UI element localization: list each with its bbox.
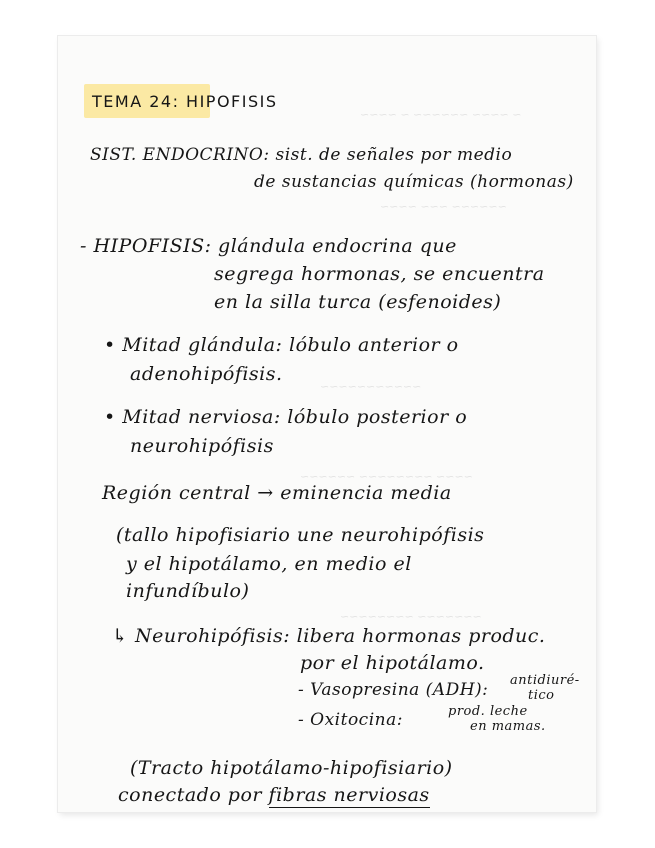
region-central-line-2: (tallo hipofisiario une neurohipófisis (116, 524, 485, 546)
tracto-line-2 (118, 784, 430, 806)
page-title: TEMA 24: HIPOFISIS (92, 92, 278, 111)
region-central-line-3: y el hipotálamo, en medio el (126, 553, 412, 575)
bleed-through-text: ~~~~~~~~~~~ (320, 380, 422, 393)
vasopresina-note-1: antidiuré- (510, 673, 580, 688)
hipofisis-line-3: en la silla turca (esfenoides) (214, 291, 502, 313)
mitad-glandula-line-1: • Mitad glándula: lóbulo anterior o (104, 334, 459, 356)
region-central-line-1: Región central → eminencia media (102, 482, 452, 504)
hipofisis-line-2: segrega hormonas, se encuentra (214, 263, 545, 285)
bleed-through-text: ~~~~~~ ~~~ ~~~~ (380, 200, 507, 213)
mitad-nerviosa-line-2: neurohipófisis (130, 435, 274, 457)
bleed-through-text: ~ ~~~~ ~~~~~~ ~ ~~~~ (360, 108, 522, 121)
vasopresina-note-2: tico (528, 688, 555, 703)
fibras-nerviosas-underlined: fibras nerviosas (268, 784, 430, 806)
mitad-glandula-line-2: adenohipófisis. (130, 363, 283, 385)
vasopresina-label: - Vasopresina (ADH): (298, 680, 489, 700)
oxitocina-label: - Oxitocina: (298, 710, 403, 730)
tracto-line-1: (Tracto hipotálamo-hipofisiario) (130, 757, 453, 779)
neurohipofisis-line-2: por el hipotálamo. (300, 652, 485, 674)
region-central-line-4: infundíbulo) (126, 580, 250, 602)
mitad-nerviosa-line-1: • Mitad nerviosa: lóbulo posterior o (104, 406, 468, 428)
hipofisis-line-1: - HIPOFISIS: glándula endocrina que (80, 235, 457, 257)
tracto-line-2-prefix: conectado por (118, 784, 262, 806)
bleed-through-text: ~~~~~~~ ~~~~~~~~ (340, 610, 482, 623)
oxitocina-note-2: en mamas. (470, 719, 546, 734)
definition-line-1: SIST. ENDOCRINO: sist. de señales por medio (90, 145, 513, 165)
oxitocina-note-1: prod. leche (448, 704, 528, 719)
bleed-through-text: ~~~~ ~~~~~~~~ ~~~~~~ (300, 470, 473, 483)
definition-line-2: de sustancias químicas (hormonas) (254, 172, 574, 192)
neurohipofisis-line-1: ↳ Neurohipófisis: libera hormonas produc. (112, 625, 546, 647)
